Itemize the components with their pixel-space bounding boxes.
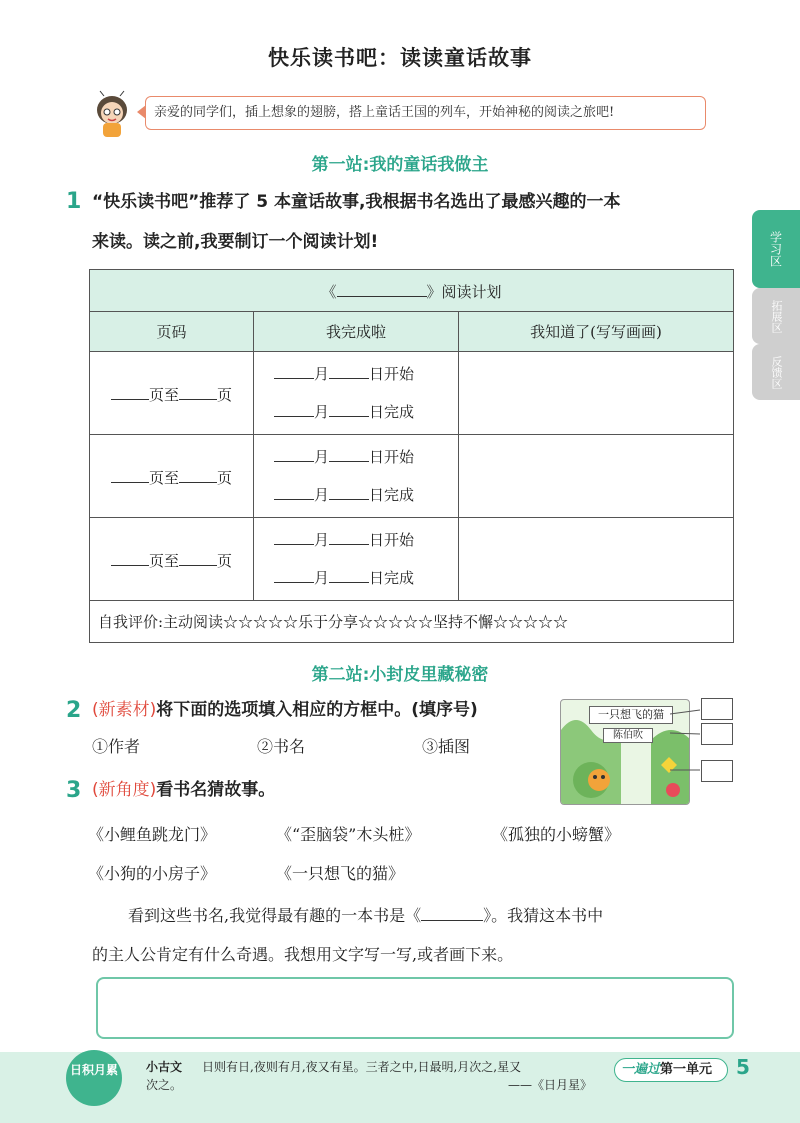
page-to-blank[interactable]	[179, 548, 217, 566]
start-month-blank[interactable]	[274, 444, 314, 462]
intro-speech-bubble: 亲爱的同学们，插上想象的翅膀，搭上童话王国的列车，开始神秘的阅读之旅吧!	[145, 96, 706, 130]
footer-label: 小古文	[146, 1060, 183, 1074]
reading-plan-table	[89, 269, 734, 643]
start-month-blank[interactable]	[274, 527, 314, 545]
footer-classical-text: 日则有日,夜则有月,夜又有星。三者之中,日最明,月次之,星又	[202, 1060, 522, 1074]
book-title: 《“歪脑袋”木头桩》	[276, 825, 421, 844]
question-number-3: 3	[66, 778, 82, 803]
question-1-text: “快乐读书吧”推荐了 5 本童话故事,我根据书名选出了最感兴趣的一本 来读。读之前,我要制订一个阅读计划!	[92, 192, 621, 252]
finish-month-blank[interactable]	[274, 482, 314, 500]
page-from-blank[interactable]	[111, 548, 149, 566]
unit-label: 一遍过第一单元	[614, 1058, 728, 1082]
footer-source: ——《日月星》	[508, 1078, 593, 1092]
start-day-blank[interactable]	[329, 527, 369, 545]
book-name-blank[interactable]	[337, 279, 427, 297]
question-3-text: (新角度)看书名猜故事。	[92, 780, 276, 800]
start-day-blank[interactable]	[329, 444, 369, 462]
tab-study-area[interactable]: 学习区	[752, 210, 800, 288]
header-pages: 页码	[90, 312, 254, 352]
answer-box-title[interactable]	[701, 698, 733, 720]
tab-feedback-area[interactable]: 反馈区	[752, 344, 800, 400]
page-to-blank[interactable]	[179, 382, 217, 400]
finish-month-blank[interactable]	[274, 565, 314, 583]
guess-paragraph-line2: 的主人公肯定有什么奇遇。我想用文字写一写,或者画下来。	[92, 945, 514, 964]
option-title: ②书名	[257, 737, 306, 756]
tab-extend-area[interactable]: 拓展区	[752, 288, 800, 344]
favorite-book-blank[interactable]	[421, 903, 483, 921]
finish-day-blank[interactable]	[329, 565, 369, 583]
self-evaluation[interactable]: 自我评价:主动阅读☆☆☆☆☆乐于分享☆☆☆☆☆坚持不懈☆☆☆☆☆	[90, 601, 734, 643]
table-row: 页至 页 月 日开始 月 日完成	[90, 518, 734, 601]
page-title: 快乐读书吧：读读童话故事	[268, 46, 532, 70]
start-day-blank[interactable]	[329, 361, 369, 379]
footer-text-line2: 次之。	[146, 1078, 183, 1092]
station-heading-1: 第一站:我的童话我做主	[311, 155, 489, 175]
footer-badge: 日积月累	[66, 1050, 122, 1106]
page-from-blank[interactable]	[111, 465, 149, 483]
question-number-2: 2	[66, 698, 82, 723]
option-author: ①作者	[92, 737, 141, 756]
book-title: 《小鲤鱼跳龙门》	[88, 825, 217, 844]
book-title: 《一只想飞的猫》	[276, 864, 405, 883]
writing-drawing-area[interactable]	[96, 977, 734, 1039]
learned-notes-cell[interactable]	[459, 352, 734, 435]
page-to-blank[interactable]	[179, 465, 217, 483]
table-row: 页至 页 月 日开始 月 日完成	[90, 352, 734, 435]
answer-box-illustration[interactable]	[701, 760, 733, 782]
finish-month-blank[interactable]	[274, 399, 314, 417]
brand-logo: 一遍过	[621, 1062, 661, 1077]
page-number: 5	[736, 1055, 750, 1079]
question-number-1: 1	[66, 189, 82, 214]
header-completed: 我完成啦	[254, 312, 459, 352]
cover-author: 陈伯吹	[603, 728, 653, 743]
book-title: 《小狗的小房子》	[88, 864, 217, 883]
station-heading-2: 第二站:小封皮里藏秘密	[311, 665, 489, 685]
finish-day-blank[interactable]	[329, 399, 369, 417]
guess-paragraph-line1: 看到这些书名,我觉得最有趣的一本书是《 》。我猜这本书中	[128, 903, 603, 926]
finish-day-blank[interactable]	[329, 482, 369, 500]
option-illustration: ③插图	[422, 737, 471, 756]
question-2-text: (新素材)将下面的选项填入相应的方框中。(填序号)	[92, 700, 478, 720]
book-title: 《孤独的小螃蟹》	[492, 825, 621, 844]
cover-title: 一只想飞的猫	[589, 706, 673, 724]
table-title: 《 》阅读计划	[90, 270, 734, 312]
header-learned: 我知道了(写写画画)	[459, 312, 734, 352]
start-month-blank[interactable]	[274, 361, 314, 379]
learned-notes-cell[interactable]	[459, 435, 734, 518]
page-from-blank[interactable]	[111, 382, 149, 400]
answer-box-author[interactable]	[701, 723, 733, 745]
mascot-illustration	[90, 90, 138, 140]
learned-notes-cell[interactable]	[459, 518, 734, 601]
table-row: 页至 页 月 日开始 月 日完成	[90, 435, 734, 518]
